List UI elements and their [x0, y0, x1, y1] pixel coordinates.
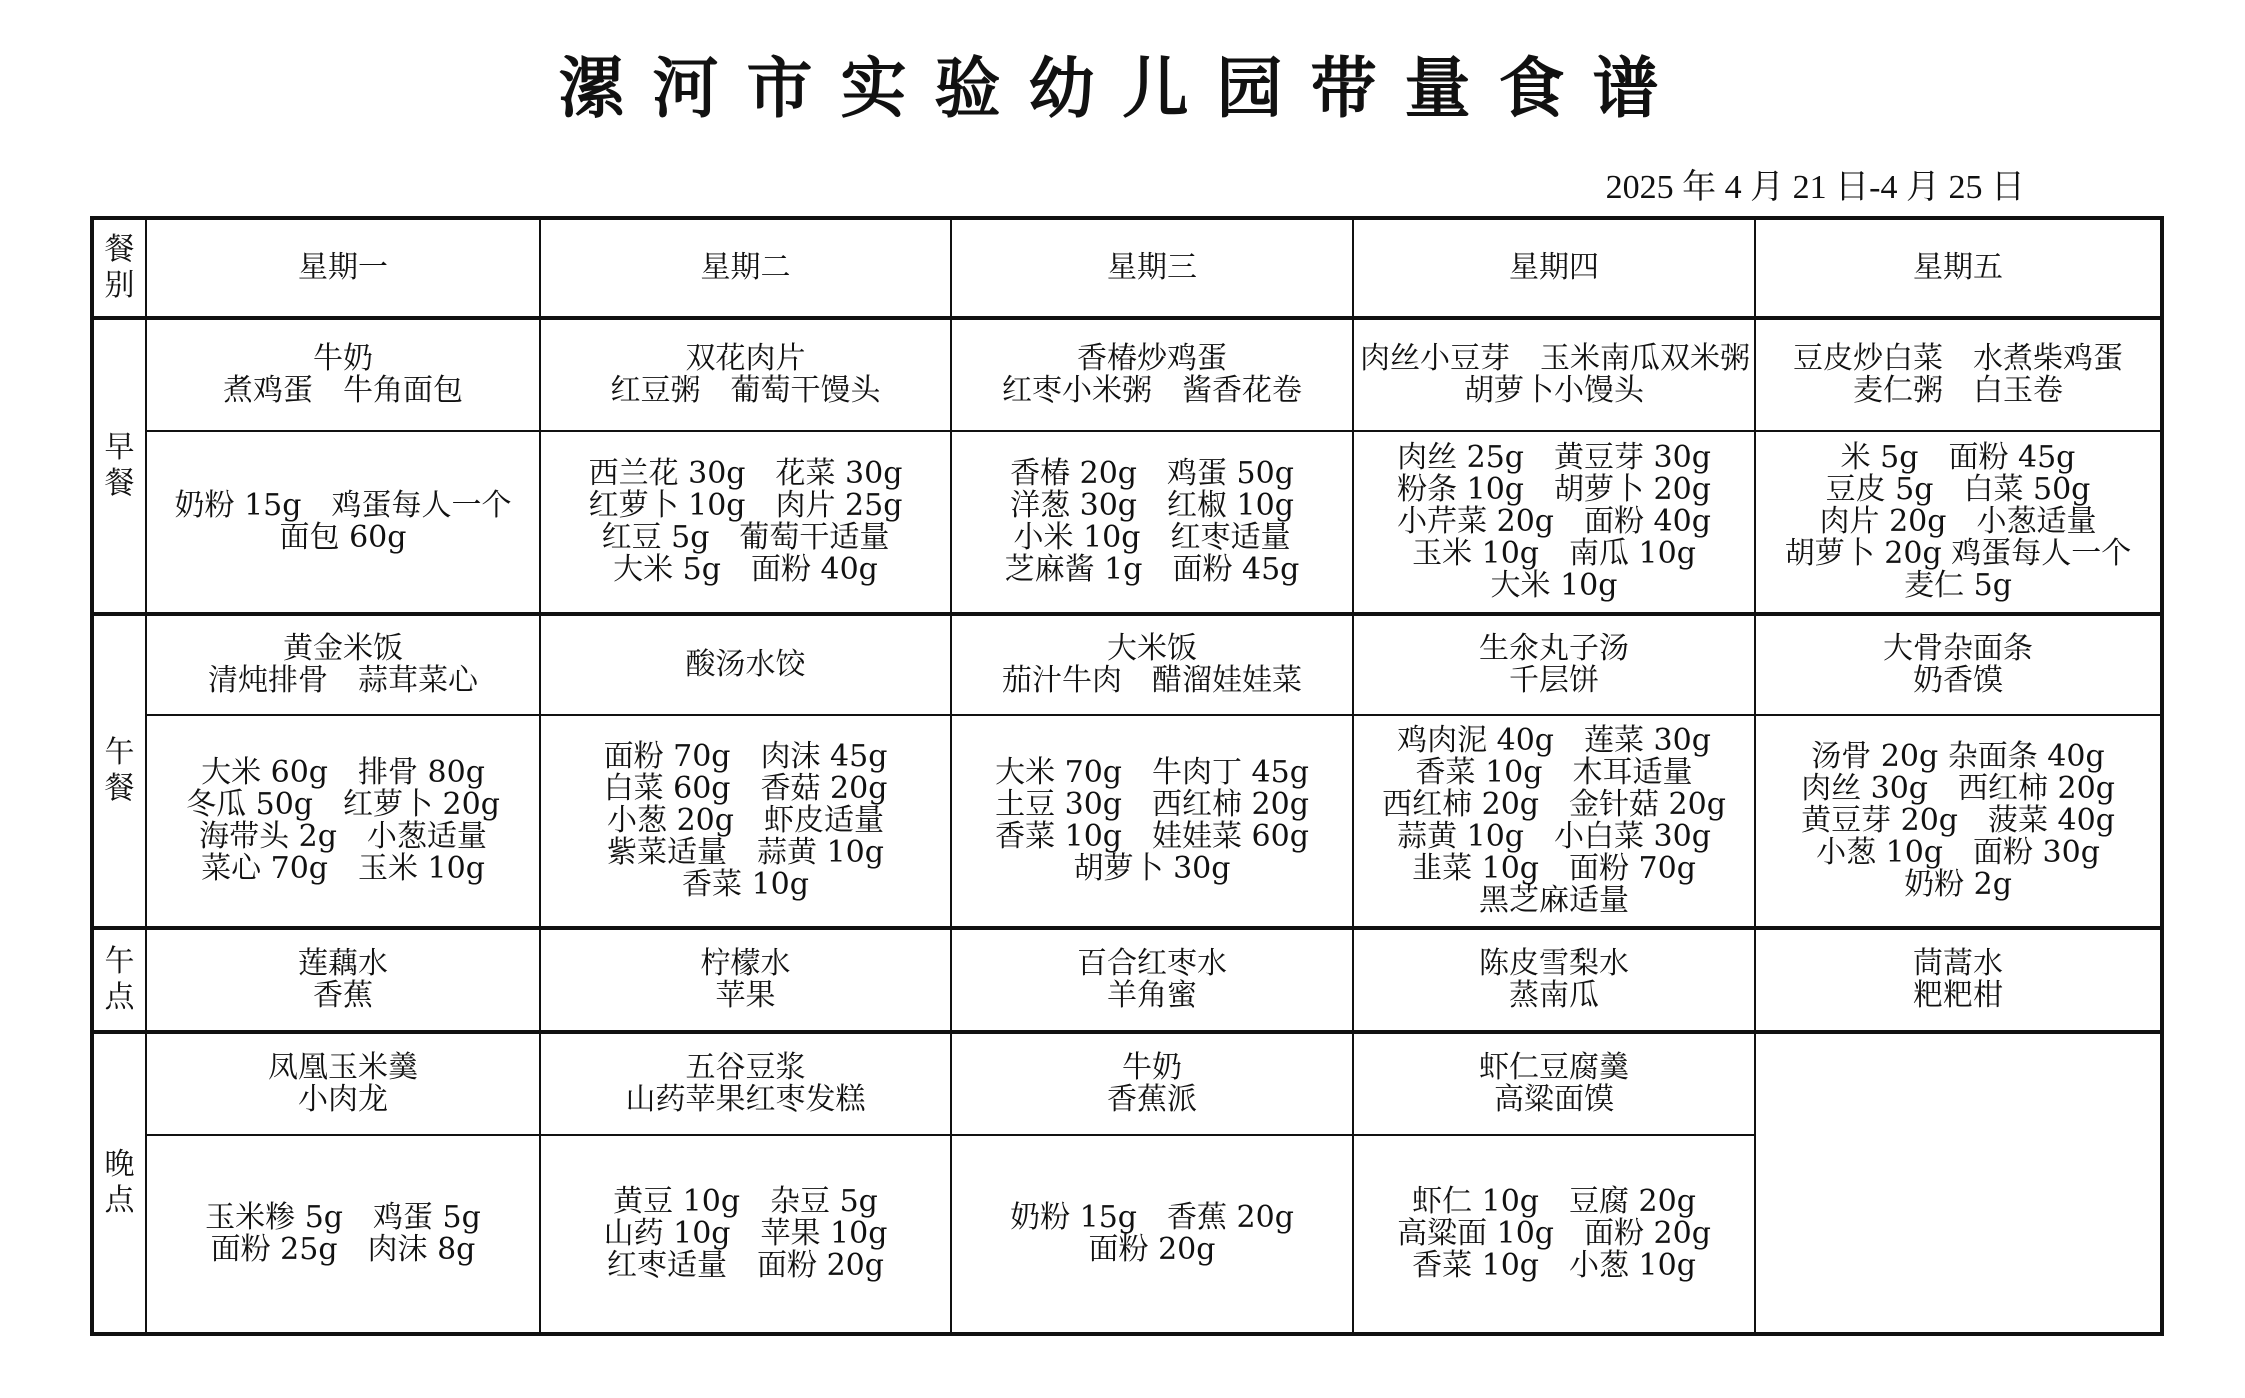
cell-line: 小米 10g 红枣适量: [1013, 520, 1291, 555]
cell-line: 生氽丸子汤: [1479, 631, 1629, 666]
lunch-dishes-cell: [1755, 614, 2162, 715]
date-range: 2025 年 4 月 21 日-4 月 25 日: [1605, 169, 2025, 206]
evening-dishes-cell: [540, 1032, 951, 1135]
meal-column-header: 餐别: [92, 218, 146, 318]
cell-line: 山药苹果红枣发糕: [625, 1082, 866, 1117]
lunch-ingredients-row: [92, 715, 2162, 928]
cell-line: 麦仁 5g: [1904, 568, 2012, 603]
lunch-ingredients-cell: [951, 715, 1353, 928]
cell-line: 奶粉 15g 香蕉 20g: [1010, 1200, 1294, 1235]
cell-line: 西红柿 20g 金针菇 20g: [1382, 787, 1726, 822]
breakfast-ingredients-cell: [951, 431, 1353, 614]
cell-line: 豆皮炒白菜 水煮柴鸡蛋: [1793, 341, 2123, 376]
snack-cell: [146, 928, 540, 1032]
cell-line: 黄豆芽 20g 菠菜 40g: [1801, 803, 2115, 838]
breakfast-dishes-row: [92, 318, 2162, 431]
cell-line: 奶粉 15g 鸡蛋每人一个: [174, 488, 512, 523]
cell-line: 汤骨 20g 杂面条 40g: [1811, 739, 2105, 774]
lunch-ingredients-cell: [1353, 715, 1755, 928]
cell-line: 高粱面 10g 面粉 20g: [1397, 1216, 1711, 1251]
cell-line: 红萝卜 10g 肉片 25g: [588, 488, 903, 523]
cell-line: 茼蒿水: [1913, 946, 2003, 981]
cell-line: 黑芝麻适量: [1479, 883, 1629, 918]
evening-dishes-row: [92, 1032, 2162, 1135]
cell-line: 黄豆 10g 杂豆 5g: [613, 1184, 878, 1219]
cell-line: 豆皮 5g 白菜 50g: [1825, 472, 2091, 507]
cell-line: 大骨杂面条: [1883, 631, 2033, 666]
cell-line: 高粱面馍: [1494, 1082, 1614, 1117]
cell-line: 面粉 20g: [1088, 1232, 1216, 1267]
cell-line: 奶粉 2g: [1904, 867, 2012, 902]
day-header-wednesday: 星期三: [951, 218, 1353, 318]
cell-line: 香菜 10g 娃娃菜 60g: [995, 819, 1309, 854]
cell-line: 胡萝卜 30g: [1073, 851, 1231, 886]
cell-line: 小葱 20g 虾皮适量: [607, 803, 884, 838]
cell-line: 菜心 70g 玉米 10g: [201, 851, 485, 886]
lunch-dishes-row: [92, 614, 2162, 715]
day-header-tuesday: 星期二: [540, 218, 951, 318]
cell-line: 面包 60g: [279, 520, 407, 555]
cell-line: 苹果: [715, 978, 776, 1013]
snack-cell: [1755, 928, 2162, 1032]
breakfast-dishes-cell: [540, 318, 951, 431]
breakfast-dishes-cell: [1755, 318, 2162, 431]
cell-line: 香菜 10g 木耳适量: [1415, 755, 1693, 790]
lunch-ingredients-cell: [1755, 715, 2162, 928]
cell-line: 大米 5g 面粉 40g: [613, 552, 878, 587]
cell-line: 煮鸡蛋 牛角面包: [223, 373, 463, 408]
cell-line: 大米 60g 排骨 80g: [201, 755, 485, 790]
cell-line: 红枣适量 面粉 20g: [607, 1248, 884, 1283]
cell-line: 酸汤水饺: [685, 647, 806, 682]
cell-line: 洋葱 30g 红椒 10g: [1010, 488, 1294, 523]
snack-cell: [951, 928, 1353, 1032]
cell-line: 粑粑柑: [1913, 978, 2003, 1013]
cell-line: 千层饼: [1509, 663, 1599, 698]
day-header-friday: 星期五: [1755, 218, 2162, 318]
cell-line: 虾仁豆腐羹: [1479, 1050, 1629, 1085]
cell-line: 蒸南瓜: [1509, 978, 1599, 1013]
cell-line: 韭菜 10g 面粉 70g: [1412, 851, 1696, 886]
cell-line: 米 5g 面粉 45g: [1840, 440, 2076, 475]
cell-line: 玉米 10g 南瓜 10g: [1412, 536, 1696, 571]
meal-label-snack: 午点: [92, 928, 146, 1032]
page-title: 漯河市实验幼儿园带量食谱: [558, 49, 1687, 127]
lunch-dishes-cell: [1353, 614, 1755, 715]
breakfast-dishes-cell: [951, 318, 1353, 431]
cell-line: 香菜 10g 小葱 10g: [1412, 1248, 1696, 1283]
cell-line: 茄汁牛肉 醋溜娃娃菜: [1002, 663, 1302, 698]
cell-line: 莲藕水: [298, 946, 388, 981]
lunch-ingredients-cell: [146, 715, 540, 928]
evening-ingredients-cell: [1353, 1135, 1755, 1334]
evening-ingredients-cell: [146, 1135, 540, 1334]
cell-line: 凤凰玉米羹: [268, 1050, 418, 1085]
cell-line: 小肉龙: [298, 1082, 388, 1117]
cell-line: 香蕉派: [1107, 1082, 1197, 1117]
cell-line: 肉丝 30g 西红柿 20g: [1801, 771, 2115, 806]
cell-line: 紫菜适量 蒜黄 10g: [607, 835, 884, 870]
meal-label-evening: 晚点: [92, 1032, 146, 1334]
cell-line: 香椿 20g 鸡蛋 50g: [1010, 456, 1294, 491]
breakfast-ingredients-cell: [146, 431, 540, 614]
cell-line: 蒜黄 10g 小白菜 30g: [1397, 819, 1711, 854]
evening-dishes-cell: [146, 1032, 540, 1135]
cell-line: 红豆 5g 葡萄干适量: [601, 520, 890, 555]
day-header-thursday: 星期四: [1353, 218, 1755, 318]
cell-line: 陈皮雪梨水: [1479, 946, 1629, 981]
cell-line: 虾仁 10g 豆腐 20g: [1412, 1184, 1696, 1219]
cell-line: 香蕉: [313, 978, 373, 1013]
cell-line: 玉米糁 5g 鸡蛋 5g: [205, 1200, 481, 1235]
cell-line: 鸡肉泥 40g 莲菜 30g: [1397, 723, 1711, 758]
cell-line: 面粉 25g 肉沫 8g: [210, 1232, 476, 1267]
cell-line: 柠檬水: [700, 946, 791, 981]
cell-line: 大米 10g: [1490, 568, 1618, 603]
cell-line: 牛奶: [1122, 1050, 1182, 1085]
cell-line: 红枣小米粥 酱香花卷: [1002, 373, 1302, 408]
breakfast-ingredients-cell: [1755, 431, 2162, 614]
lunch-dishes-cell: [951, 614, 1353, 715]
cell-line: 五谷豆浆: [685, 1050, 806, 1085]
breakfast-ingredients-cell: [1353, 431, 1755, 614]
cell-line: 粉条 10g 胡萝卜 20g: [1397, 472, 1711, 507]
cell-line: 冬瓜 50g 红萝卜 20g: [186, 787, 500, 822]
cell-line: 双花肉片: [685, 341, 806, 376]
cell-line: 大米饭: [1107, 631, 1197, 666]
lunch-dishes-cell: [540, 614, 951, 715]
breakfast-ingredients-row: [92, 431, 2162, 614]
evening-dishes-cell: [1353, 1032, 1755, 1135]
cell-line: 胡萝卜小馒头: [1464, 373, 1644, 408]
cell-line: 香菜 10g: [682, 867, 809, 902]
cell-line: 麦仁粥 白玉卷: [1853, 373, 2063, 408]
menu-table: [90, 216, 2164, 1336]
cell-line: 土豆 30g 西红柿 20g: [995, 787, 1309, 822]
lunch-dishes-cell: [146, 614, 540, 715]
evening-dishes-cell: [951, 1032, 1353, 1135]
cell-line: 大米 70g 牛肉丁 45g: [995, 755, 1309, 790]
breakfast-ingredients-cell: [540, 431, 951, 614]
cell-line: 香椿炒鸡蛋: [1077, 341, 1227, 376]
cell-line: 小葱 10g 面粉 30g: [1816, 835, 2100, 870]
cell-line: 面粉 70g 肉沫 45g: [603, 739, 888, 774]
lunch-ingredients-cell: [540, 715, 951, 928]
cell-line: 百合红枣水: [1077, 946, 1227, 981]
meal-label-breakfast: 早餐: [92, 318, 146, 614]
cell-line: 海带头 2g 小葱适量: [199, 819, 487, 854]
cell-line: 胡萝卜 20g 鸡蛋每人一个: [1784, 536, 2132, 571]
evening-empty-cell: [1755, 1032, 2162, 1334]
evening-ingredients-cell: [540, 1135, 951, 1334]
cell-line: 肉片 20g 小葱适量: [1819, 504, 2097, 539]
cell-line: 芝麻酱 1g 面粉 45g: [1004, 552, 1300, 587]
snack-cell: [540, 928, 951, 1032]
cell-line: 白菜 60g 香菇 20g: [603, 771, 888, 806]
snack-cell: [1353, 928, 1755, 1032]
meal-label-lunch: 午餐: [92, 614, 146, 928]
breakfast-dishes-cell: [1353, 318, 1755, 431]
snack-row: [92, 928, 2162, 1032]
cell-line: 小芹菜 20g 面粉 40g: [1397, 504, 1711, 539]
breakfast-dishes-cell: [146, 318, 540, 431]
cell-line: 肉丝 25g 黄豆芽 30g: [1397, 440, 1711, 475]
header-row: [92, 218, 2162, 318]
cell-line: 羊角蜜: [1107, 978, 1197, 1013]
cell-line: 牛奶: [313, 341, 373, 376]
cell-line: 清炖排骨 蒜茸菜心: [208, 663, 478, 698]
cell-line: 奶香馍: [1913, 663, 2003, 698]
cell-line: 西兰花 30g 花菜 30g: [588, 456, 903, 491]
cell-line: 山药 10g 苹果 10g: [603, 1216, 888, 1251]
cell-line: 黄金米饭: [283, 631, 403, 666]
cell-line: 肉丝小豆芽 玉米南瓜双米粥: [1360, 341, 1750, 376]
day-header-monday: 星期一: [146, 218, 540, 318]
cell-line: 红豆粥 葡萄干馒头: [610, 373, 881, 408]
evening-ingredients-cell: [951, 1135, 1353, 1334]
